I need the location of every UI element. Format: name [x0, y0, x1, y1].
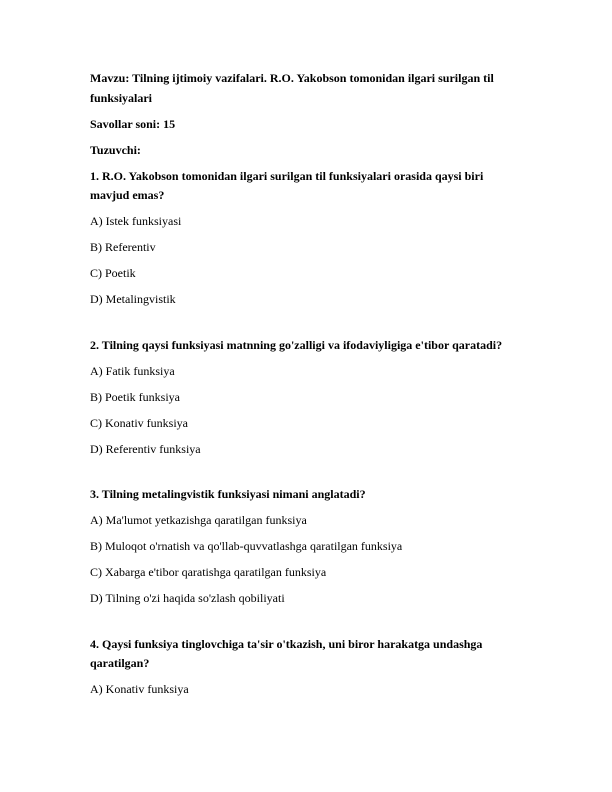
- question-3-option-a: A) Ma'lumot yetkazishga qaratilgan funksiya: [90, 513, 307, 527]
- question-3-option-b: B) Muloqot o'rnatish va qo'llab-quvvatlashga qaratilgan funksiya: [90, 539, 403, 553]
- question-1-option-c: C) Poetik: [90, 266, 136, 280]
- question-count-label: Savollar soni: 15: [90, 116, 176, 131]
- question-2-option-d: D) Referentiv funksiya: [90, 441, 201, 456]
- question-3-option-d: D) Tilning o'zi haqida so'zlash qobiliyati: [90, 591, 285, 605]
- question-4-text: 4. Qaysi funksiya tinglovchiga ta'sir o'tkazish, uni biror harakatga undashga qaratilgan?: [90, 636, 483, 670]
- question-4-option-a: A) Konativ funksiya: [90, 682, 189, 696]
- question-1-option-d: D) Metalingvistik: [90, 292, 176, 306]
- question-1-text: 1. R.O. Yakobson tomonidan ilgari surilgan til funksiyalari orasida qaysi biri mavjud emas?: [90, 168, 484, 202]
- document-title: Mavzu: Tilning ijtimoiy vazifalari. R.O. Yakobson tomonidan ilgari surilgan til funksiyalari: [90, 71, 494, 105]
- question-2-option-a: A) Fatik funksiya: [90, 363, 175, 378]
- author-label: Tuzuvchi:: [90, 142, 141, 157]
- question-3-option-c: C) Xabarga e'tibor qaratishga qaratilgan funksiya: [90, 565, 327, 579]
- question-1-option-b: B) Referentiv: [90, 240, 156, 254]
- question-3: [90, 485, 522, 609]
- question-1-option-a: A) Istek funksiyasi: [90, 214, 182, 228]
- question-2-option-c: C) Konativ funksiya: [90, 415, 188, 430]
- question-2-option-b: B) Poetik funksiya: [90, 389, 180, 404]
- question-3-text: 3. Tilning metalingvistik funksiyasi nimani anglatadi?: [90, 487, 366, 501]
- question-2: [90, 336, 522, 460]
- question-2-text: 2. Tilning qaysi funksiyasi matnning go'zalligi va ifodaviyligiga e'tibor qaratadi?: [90, 337, 503, 352]
- question-4: [90, 635, 522, 700]
- question-1: [90, 167, 522, 310]
